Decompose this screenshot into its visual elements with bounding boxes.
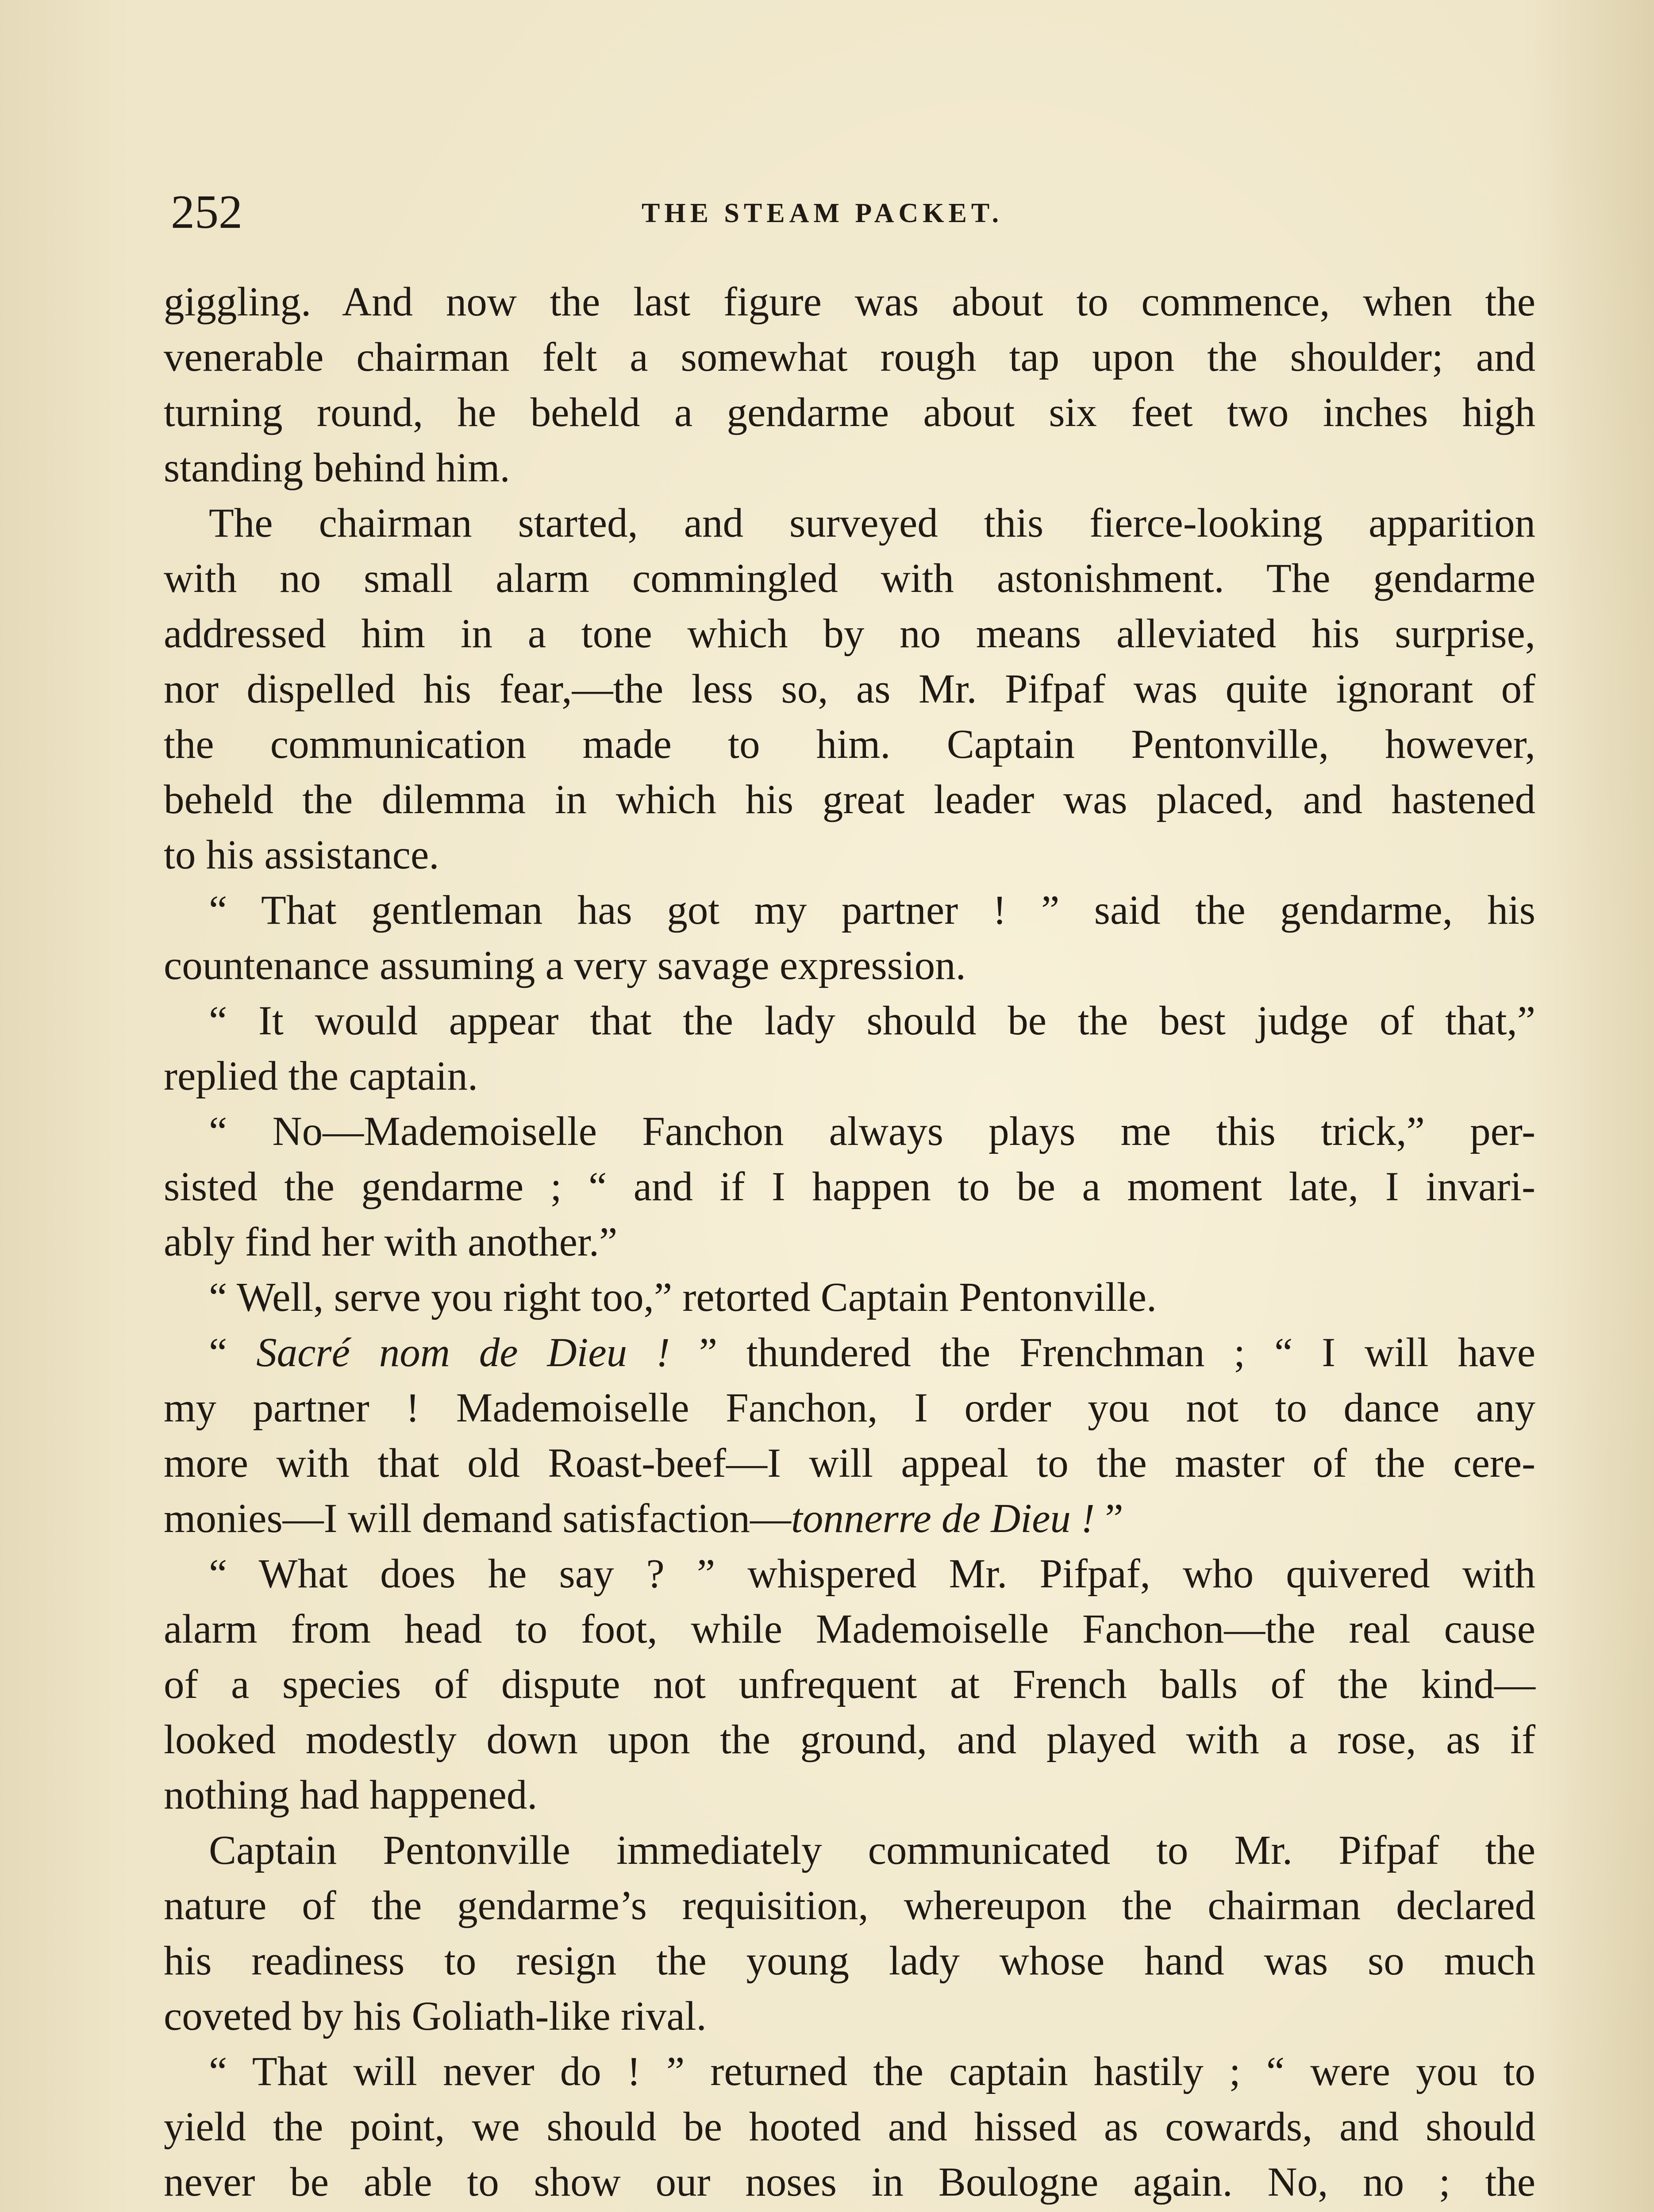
- text-segment: “: [209, 1330, 257, 1375]
- running-head: [164, 181, 1535, 243]
- text-line: yield the point, we should be hooted and hissed as cowards, and should: [164, 2104, 1535, 2150]
- text-line: sisted the gendarme ; “ and if I happen to be a moment late, I invari-: [164, 1164, 1535, 1210]
- text-line: addressed him in a tone which by no means alleviated his surprise,: [164, 611, 1535, 657]
- text-line: of a species of dispute not unfrequent at French balls of the kind—: [164, 1662, 1535, 1707]
- text-segment: ” thundered the Frenchman ; “ I will have: [669, 1330, 1535, 1375]
- text-line: The chairman started, and surveyed this fierce-looking apparition: [209, 500, 1535, 546]
- text-line: [164, 1491, 1535, 1546]
- italic-phrase: Sacré nom de Dieu !: [256, 1330, 670, 1375]
- text-line: nothing had happened.: [164, 1772, 538, 1818]
- text-line: alarm from head to foot, while Mademoiselle Fanchon—the real cause: [164, 1606, 1535, 1652]
- text-line: beheld the dilemma in which his great leader was placed, and hastened: [164, 777, 1535, 822]
- text-line: Captain Pentonville immediately communicated to Mr. Pifpaf the: [209, 1828, 1535, 1873]
- text-line: turning round, he beheld a gendarme about six feet two inches high: [164, 390, 1535, 435]
- page-number: 252: [171, 186, 242, 238]
- text-line: “ Well, serve you right too,” retorted Captain Pentonville.: [209, 1275, 1157, 1320]
- text-line: “ No—Mademoiselle Fanchon always plays me this trick,” per-: [209, 1109, 1535, 1154]
- text-line: with no small alarm commingled with astonishment. The gendarme: [164, 556, 1535, 601]
- running-title: THE STEAM PACKET.: [642, 198, 1004, 228]
- text-line: [164, 2210, 1535, 2212]
- text-line: “ It would appear that the lady should be the best judge of that,”: [209, 998, 1535, 1044]
- body-text: [164, 274, 1535, 2212]
- text-segment: monies—I will demand satisfaction—: [164, 1496, 791, 1541]
- text-line: “ That will never do ! ” returned the captain hastily ; “ were you to: [209, 2049, 1535, 2094]
- text-line: to his assistance.: [164, 832, 439, 878]
- text-line: my partner ! Mademoiselle Fanchon, I order you not to dance any: [164, 1385, 1535, 1431]
- italic-phrase: tonnerre de Dieu !: [791, 1496, 1095, 1541]
- text-line: giggling. And now the last figure was about to commence, when the: [164, 279, 1535, 325]
- text-line: standing behind him.: [164, 445, 510, 491]
- text-line: ably find her with another.”: [164, 1219, 618, 1265]
- text-line: [164, 1325, 1535, 1380]
- text-line: nature of the gendarme’s requisition, whereupon the chairman declared: [164, 1883, 1535, 1928]
- text-line: nor dispelled his fear,—the less so, as Mr. Pifpaf was quite ignorant of: [164, 666, 1535, 712]
- text-line: more with that old Roast-beef—I will appeal to the master of the cere-: [164, 1440, 1535, 1486]
- text-line: venerable chairman felt a somewhat rough tap upon the shoulder; and: [164, 334, 1535, 380]
- text-line: “ That gentleman has got my partner ! ” said the gendarme, his: [209, 887, 1535, 933]
- text-segment: ”: [1095, 1496, 1123, 1541]
- text-line: “ What does he say ? ” whispered Mr. Pifpaf, who quivered with: [209, 1551, 1535, 1597]
- text-line: the communication made to him. Captain Pentonville, however,: [164, 722, 1535, 767]
- text-line: looked modestly down upon the ground, and played with a rose, as if: [164, 1717, 1535, 1763]
- text-line: never be able to show our noses in Boulogne again. No, no ; the: [164, 2159, 1535, 2205]
- text-line: coveted by his Goliath-like rival.: [164, 1993, 707, 2039]
- text-line: his readiness to resign the young lady whose hand was so much: [164, 1938, 1535, 1984]
- text-line: countenance assuming a very savage expression.: [164, 943, 966, 988]
- text-line: replied the captain.: [164, 1053, 478, 1099]
